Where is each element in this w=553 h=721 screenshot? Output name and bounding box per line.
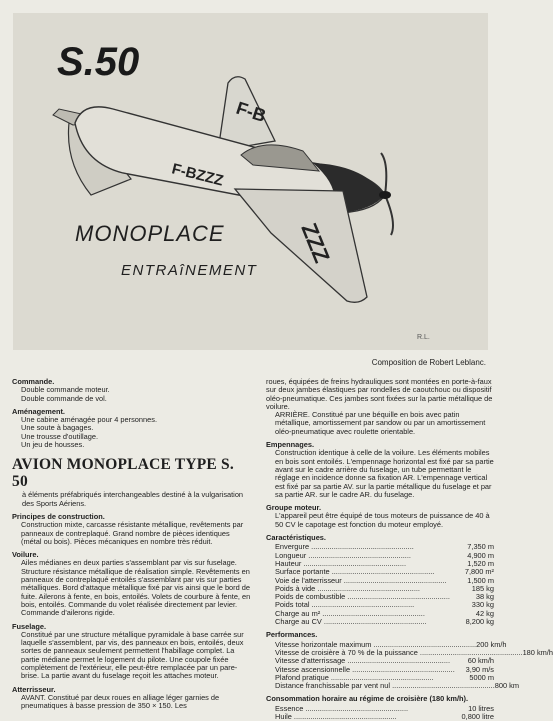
principes-text: Construction mixte, carcasse résistante métallique, revêtements par panneaux de contreplaqué. Grand nombre de pièces identiques (métal ou bois). Pièces mécaniques en nombre très réduit. [21, 520, 244, 546]
commande-heading: Commande. [12, 377, 55, 386]
spec-label: Hauteur .................................................. [275, 558, 407, 568]
voilure-heading: Voilure. [12, 550, 39, 560]
fuselage-text: Constitué par une structure métallique pyramidale à base carrée sur laquelle s'assemblent, par vis, des panneaux en bois, entoilés, deux sortes de panneaux seulement permettent l'habillage complet. La partie médiane permet le logement du pilote. Une coupole fixée complètement de l'extérieur, elle peut-être remplacée par un pare-brise. La partie avant du fuselage reçoit les attaches moteur. [21, 629, 244, 681]
caracteristiques-list [266, 543, 494, 626]
spec-label: Charge au CV .................................................. [275, 617, 427, 627]
principes-heading: Principes de construction. [12, 511, 105, 521]
amenagement-line: Une soute à bagages. [21, 423, 94, 433]
commande-line: Double commande de vol. [21, 393, 107, 403]
consommation-heading: Consommation horaire au régime de croisière (180 km/h). [266, 694, 469, 704]
spec-label: Plafond pratique .................................................. [275, 672, 434, 682]
spec-value: 10 litres [468, 703, 494, 713]
spec-value: 38 kg [475, 592, 494, 602]
spec-label: Distance franchissable par vent nul .................................................. [275, 681, 495, 691]
artist-signature: R.L. [417, 334, 430, 341]
empennages-text: Construction identique à celle de la voilure. Les éléments mobiles en bois sont entoilés. L'empennage horizontal est fixé par sa partie avant sur le cadre arrière du fuselage, un tube permettant le réglage en incidence donne sa fixation AR. L'empennage vertical est fixé par sa partie AV. sur la partie métallique du fuselage et par sa partie AR. sur le cadre AR. du fuselage. [275, 448, 494, 499]
spec-label: Surface portante .................................................. [275, 567, 435, 577]
wing-marking: ZZZ [296, 219, 335, 267]
spec-row [266, 618, 494, 626]
spec-label: Envergure .................................................. [275, 542, 414, 552]
spec-label: Poids de combustible .................................................. [275, 592, 450, 602]
illustration-caption: Composition de Robert Leblanc. [371, 358, 486, 367]
illustration-subtitle-1: MONOPLACE [75, 221, 225, 246]
spec-label: Huile .................................................. [275, 711, 397, 721]
spec-value: 7,350 m [467, 542, 494, 552]
illustration-title: S.50 [57, 40, 140, 84]
main-title: AVION MONOPLACE TYPE S. 50 [12, 456, 234, 491]
performances-list [266, 639, 553, 691]
right-column [266, 377, 553, 721]
spec-value: 0,800 litre [461, 711, 494, 721]
spec-value: 800 km [494, 681, 519, 691]
performances-heading: Performances. [266, 630, 318, 640]
spec-label: Vitesse ascensionnelle .................................................. [275, 664, 455, 674]
spec-value: 180 km/h [522, 647, 553, 657]
commande-line: Double commande moteur. [21, 385, 110, 395]
spec-value: 200 km/h [476, 639, 507, 649]
groupe-text: L'appareil peut être équipé de tous moteurs de puissance de 40 à 50 CV le capotage est fonction du moteur employé. [275, 511, 490, 529]
groupe-heading: Groupe moteur. [266, 503, 322, 513]
spec-label: Vitesse d'atterrissage .................................................. [275, 656, 451, 666]
fuselage-registration: F-BZZZ [170, 160, 226, 190]
spec-value: 7,800 m² [464, 567, 494, 577]
amenagement-line: Un jeu de housses. [21, 440, 85, 450]
spec-value: 42 kg [475, 608, 494, 618]
tail-marking: F-B [233, 97, 269, 127]
amenagement-heading: Aménagement. [12, 406, 65, 416]
spec-label: Longueur .................................................. [275, 550, 411, 560]
aircraft-drawing [13, 13, 488, 350]
spec-label: Essence .................................................. [275, 703, 409, 713]
spec-label: Vitesse horizontale maximum .................................................. [275, 639, 477, 649]
spec-value: 60 km/h [467, 656, 494, 666]
spec-label: Vitesse de croisière à 70 % de la puissance .................................................. [275, 647, 523, 657]
atterrisseur-continued: roues, équipées de freins hydrauliques sont montées en porte-à-faux sur deux jambes élastiques par rondelles de caoutchouc ou dispositif oléo-pneumatique. Ces jambes sont fixées sur la partie métallique de voilure. [266, 377, 493, 411]
caracteristiques-heading: Caractéristiques. [266, 533, 326, 543]
spec-row [266, 713, 494, 721]
aircraft-illustration [13, 13, 488, 350]
spec-label: Voie de l'atterrisseur .................................................. [275, 575, 447, 585]
spec-label: Charge au m² .................................................. [275, 608, 425, 618]
spec-label: Poids total .................................................. [275, 600, 415, 610]
spinner [379, 191, 391, 199]
spec-value: 4,900 m [467, 550, 494, 560]
fuselage-heading: Fuselage. [12, 621, 47, 631]
spec-value: 185 kg [471, 583, 494, 593]
spec-value: 1,500 m [467, 575, 494, 585]
spec-value: 3,90 m/s [465, 664, 494, 674]
illustration-subtitle-2: ENTRAîNEMENT [121, 262, 258, 279]
spec-row [266, 681, 519, 691]
atterrisseur-text: AVANT. Constitué par deux roues en alliage léger garnies de pneumatiques à basse pression de 350 × 150. Les [21, 692, 220, 711]
spec-value: 8,200 kg [465, 617, 494, 627]
atterrisseur-heading: Atterrisseur. [12, 684, 56, 694]
spec-value: 1,520 m [467, 558, 494, 568]
consommation-list [266, 705, 494, 721]
amenagement-line: Une cabine aménagée pour 4 personnes. [21, 415, 158, 425]
left-column [12, 378, 252, 711]
empennages-heading: Empennages. [266, 440, 315, 450]
spec-value: 5000 m [469, 672, 494, 682]
spec-label: Poids à vide .................................................. [275, 583, 420, 593]
arriere-text: ARRIÈRE. Constitué par une béquille en bois avec patin métallique, amortissement par sandow ou par un amortissement oléo-pneumatique avec roulette orientable. [275, 410, 486, 436]
amenagement-line: Une trousse d'outillage. [21, 431, 99, 441]
main-subtitle: à éléments préfabriqués interchangeables destiné à la vulgarisation des Sports Aériens. [22, 490, 244, 508]
spec-value: 330 kg [471, 600, 494, 610]
voilure-text: Ailes médianes en deux parties s'assemblant par vis sur fuselage. Structure résistance métallique de réalisation simple. Revêtements en panneaux de contreplaqué entoilés s'assemblant par vis sur parties métalliques. Bord d'attaque métallique fixé par vis ainsi que le bord de fuite. Ailerons à fente, en bois, entoilés. Volets de courbure à fente, en bois, entoilés. Commande du volet réalisée directement par levier. Commande d'ailerons rigide. [21, 558, 251, 618]
